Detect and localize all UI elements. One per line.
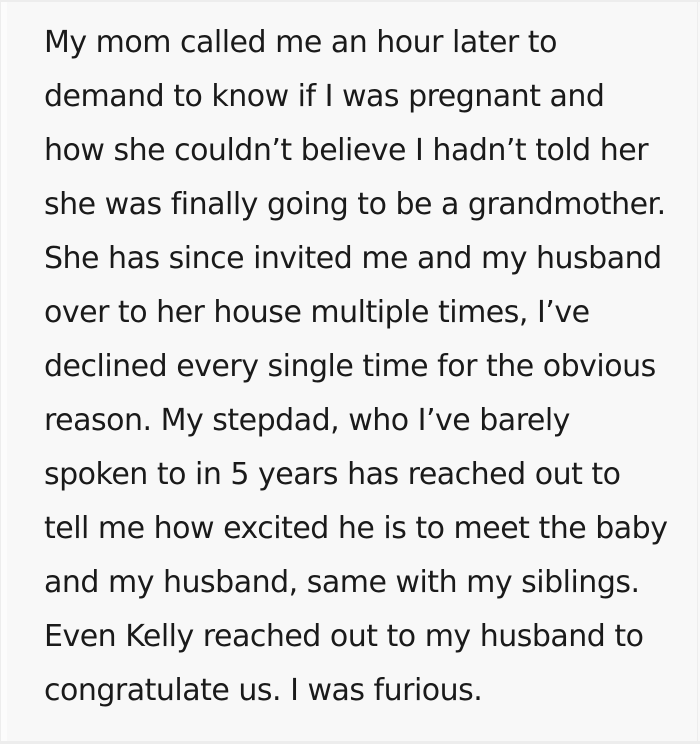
post-line: how she couldn’t believe I hadn’t told her: [44, 133, 649, 168]
post-line: declined every single time for the obvious: [44, 349, 656, 384]
post-line: over to her house multiple times, I’ve: [44, 295, 590, 330]
post-line: reason. My stepdad, who I’ve barely: [44, 403, 570, 438]
post-line: and my husband, same with my siblings.: [44, 565, 640, 600]
post-text-body: [1, 2, 700, 718]
post-line: she was finally going to be a grandmother.: [44, 187, 666, 222]
post-line: congratulate us. I was furious.: [44, 673, 483, 708]
post-line: She has since invited me and my husband: [44, 241, 662, 276]
post-line: demand to know if I was pregnant and: [44, 79, 605, 114]
post-line: spoken to in 5 years has reached out to: [44, 457, 621, 492]
post-line: tell me how excited he is to meet the baby: [44, 511, 668, 546]
post-line: Even Kelly reached out to my husband to: [44, 619, 644, 654]
post-line: My mom called me an hour later to: [44, 25, 557, 60]
